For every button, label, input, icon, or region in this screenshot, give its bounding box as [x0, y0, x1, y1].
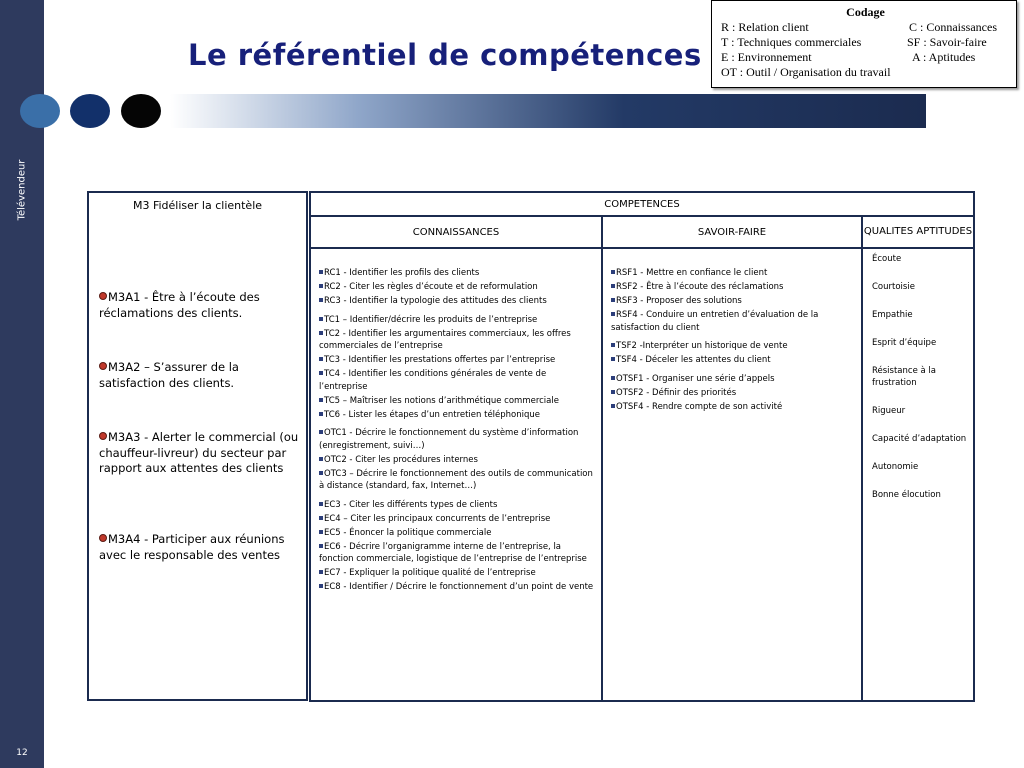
- connaissances-list: [310, 248, 602, 701]
- square-bullet-icon: [319, 357, 323, 361]
- activity-item: M3A2 – S’assurer de la satisfaction des clients.: [99, 360, 239, 390]
- square-bullet-icon: [611, 376, 615, 380]
- page-number: 12: [16, 748, 28, 758]
- qualite-item: Écoute: [872, 254, 902, 264]
- list-item: EC8 - Identifier / Décrire le fonctionnement d’un point de vente: [319, 581, 597, 594]
- square-bullet-icon: [319, 331, 323, 335]
- decorative-circle: [121, 94, 161, 128]
- list-item: OTSF1 - Organiser une série d’appels: [611, 373, 857, 386]
- qualites-column: [862, 216, 974, 701]
- codage-row: OT : Outil / Organisation du travail: [721, 65, 891, 79]
- square-bullet-icon: [611, 284, 615, 288]
- codage-row: R : Relation client C : Connaissances: [721, 20, 997, 34]
- qualite-item: Capacité d’adaptation: [872, 434, 967, 444]
- qualites-header: QUALITES APTITUDES: [863, 217, 973, 249]
- list-item: EC4 – Citer les principaux concurrents de l’entreprise: [319, 513, 597, 526]
- list-item: TC4 - Identifier les conditions générales de vente de l’entreprise: [319, 369, 547, 392]
- list-item: EC3 - Citer les différents types de clients: [319, 499, 597, 512]
- square-bullet-icon: [319, 371, 323, 375]
- codage-row: E : Environnement A : Aptitudes: [721, 50, 976, 64]
- list-item: RSF2 - Être à l’écoute des réclamations: [611, 281, 857, 294]
- module-header: M3 Fidéliser la clientèle: [132, 199, 263, 212]
- square-bullet-icon: [319, 270, 323, 274]
- square-bullet-icon: [319, 457, 323, 461]
- square-bullet-icon: [319, 430, 323, 434]
- list-item: TC2 - Identifier les argumentaires commerciaux, les offres commerciales de l’entreprise: [319, 328, 571, 351]
- square-bullet-icon: [319, 502, 323, 506]
- competences-table: [309, 191, 975, 702]
- square-bullet-icon: [319, 570, 323, 574]
- square-bullet-icon: [319, 584, 323, 588]
- savoir-faire-list: [602, 248, 862, 701]
- square-bullet-icon: [611, 298, 615, 302]
- list-item: TSF2 -Interpréter un historique de vente: [611, 340, 857, 353]
- list-item: TC6 - Lister les étapes d’un entretien téléphonique: [319, 409, 597, 422]
- square-bullet-icon: [319, 412, 323, 416]
- list-item: EC6 - Décrire l’organigramme interne de l’entreprise, la fonction commerciale, logistique de l’entreprise de l’entreprise: [319, 541, 587, 564]
- bullet-icon: [99, 362, 107, 370]
- savoir-faire-header: SAVOIR-FAIRE: [602, 216, 862, 248]
- list-item: TSF4 - Déceler les attentes du client: [611, 354, 857, 367]
- list-item: EC7 - Expliquer la politique qualité de l’entreprise: [319, 567, 597, 580]
- square-bullet-icon: [611, 270, 615, 274]
- list-item: RSF4 - Conduire un entretien d’évaluation de la satisfaction du client: [611, 310, 819, 333]
- list-item: RSF3 - Proposer des solutions: [611, 295, 857, 308]
- list-item: OTC3 – Décrire le fonctionnement des outils de communication à distance (standard, fax, Internet…): [319, 468, 593, 491]
- codage-row: T : Techniques commerciales SF : Savoir-faire: [721, 35, 987, 49]
- codage-legend: [711, 0, 1017, 88]
- square-bullet-icon: [319, 471, 323, 475]
- list-item: OTSF4 - Rendre compte de son activité: [611, 401, 857, 414]
- list-item: TC1 – Identifier/décrire les produits de l’entreprise: [319, 314, 597, 327]
- connaissances-header: CONNAISSANCES: [310, 216, 602, 248]
- qualite-item: Empathie: [872, 310, 913, 320]
- bullet-icon: [99, 292, 107, 300]
- activity-item: M3A3 - Alerter le commercial (ou chauffeur-livreur) du secteur par rapport aux attentes des clients: [99, 430, 299, 475]
- list-item: RC2 - Citer les règles d’écoute et de reformulation: [319, 281, 597, 294]
- list-item: RSF1 - Mettre en confiance le client: [611, 267, 857, 280]
- sidebar-label: Télévendeur: [16, 159, 28, 221]
- page-title: Le référentiel de compétences: [188, 38, 702, 72]
- qualite-item: Résistance à la frustration: [872, 366, 936, 388]
- square-bullet-icon: [319, 284, 323, 288]
- list-item: TC3 - Identifier les prestations offertes par l’entreprise: [319, 354, 597, 367]
- square-bullet-icon: [319, 530, 323, 534]
- activity-item: M3A1 - Être à l’écoute des réclamations des clients.: [99, 290, 260, 320]
- square-bullet-icon: [611, 343, 615, 347]
- square-bullet-icon: [319, 516, 323, 520]
- qualites-list: [863, 249, 973, 501]
- gradient-banner: [170, 94, 926, 128]
- bullet-icon: [99, 432, 107, 440]
- square-bullet-icon: [611, 357, 615, 361]
- qualite-item: Bonne élocution: [872, 490, 941, 500]
- list-item: OTC1 - Décrire le fonctionnement du système d’information (enregistrement, suivi…): [319, 428, 579, 451]
- square-bullet-icon: [319, 298, 323, 302]
- activity-item: M3A4 - Participer aux réunions avec le responsable des ventes: [99, 532, 285, 562]
- square-bullet-icon: [319, 544, 323, 548]
- list-item: RC1 - Identifier les profils des clients: [319, 267, 597, 280]
- decorative-circle: [70, 94, 110, 128]
- list-item: RC3 - Identifier la typologie des attitudes des clients: [319, 295, 597, 308]
- list-item: OTC2 - Citer les procédures internes: [319, 454, 597, 467]
- qualite-item: Autonomie: [872, 462, 919, 472]
- list-item: EC5 - Énoncer la politique commerciale: [319, 527, 597, 540]
- decorative-circle: [20, 94, 60, 128]
- square-bullet-icon: [611, 404, 615, 408]
- module-panel: [87, 191, 308, 701]
- qualite-item: Rigueur: [872, 406, 906, 416]
- codage-title: Codage: [846, 5, 885, 19]
- square-bullet-icon: [611, 390, 615, 394]
- square-bullet-icon: [611, 312, 615, 316]
- qualite-item: Courtoisie: [872, 282, 915, 292]
- list-item: OTSF2 - Définir des priorités: [611, 387, 857, 400]
- square-bullet-icon: [319, 317, 323, 321]
- qualite-item: Esprit d’équipe: [872, 338, 937, 348]
- competences-header: COMPETENCES: [310, 192, 974, 216]
- bullet-icon: [99, 534, 107, 542]
- list-item: TC5 – Maîtriser les notions d’arithmétique commerciale: [319, 395, 597, 408]
- square-bullet-icon: [319, 398, 323, 402]
